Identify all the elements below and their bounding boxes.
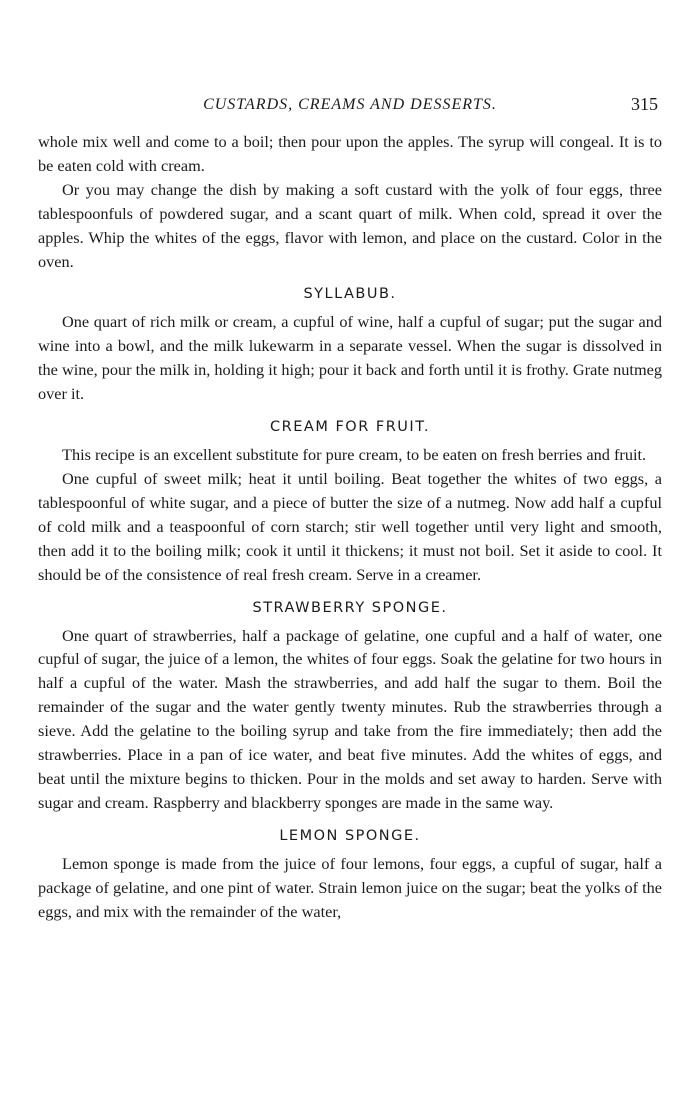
paragraph-cream-for-fruit-intro: This recipe is an excellent substitute for pure cream, to be eaten on fresh berries and fruit. — [62, 445, 647, 465]
section-title-lemon-sponge: LEMON SPONGE. — [279, 827, 421, 844]
paragraph-custard-variation: Or you may change the dish by making a soft custard with the yolk of four eggs, three tablespoonfuls of powdered sugar, and a scant quart of milk. When cold, spread it over the apples. Whip the whites of the eggs, flavor with lemon, and place on the custard. Color in the oven. — [38, 179, 662, 271]
paragraph-strawberry-sponge: One quart of strawberries, half a package of gelatine, one cupful and a half of water, one cupful of sugar, the juice of a lemon, the whites of four eggs. Soak the gelatine for two hours in half a cupful of the water. Mash the strawberries, and add half the sugar to them. Boil the remainder of the sugar and the water gently twenty minutes. Rub the strawberries through a sieve. Add the gelatine to the boiling syrup and take from the fire immediately; then add the strawberries. Place in a pan of ice water, and beat five minutes. Add the whites of eggs, and beat until the mixture begins to thicken. Pour in the molds and set away to harden. Serve with sugar and cream. Raspberry and blackberry sponges are made in the same way. — [38, 625, 662, 812]
section-title-syllabub: SYLLABUB. — [303, 286, 397, 303]
section-title-cream-for-fruit: CREAM FOR FRUIT. — [270, 419, 430, 436]
paragraph-cream-for-fruit-method: One cupful of sweet milk; heat it until boiling. Beat together the whites of two eggs, a tablespoonful of white sugar, and a piece of butter the size of a nutmeg. Now add half a cupful of cold milk and a teaspoonful of corn starch; stir well together until very light and smooth, then add it to the boiling milk; cook it until it thickens; it must not boil. Set it aside to cool. It should be of the consistence of real fresh cream. Serve in a creamer. — [38, 468, 662, 584]
paragraph-continuation: whole mix well and come to a boil; then pour upon the apples. The syrup will congeal. It is to be eaten cold with cream. — [38, 132, 662, 175]
section-title-strawberry-sponge: STRAWBERRY SPONGE. — [252, 599, 448, 616]
paragraph-syllabub: One quart of rich milk or cream, a cupful of wine, half a cupful of sugar; put the sugar and wine into a bowl, and the milk lukewarm in a separate vessel. When the sugar is dissolved in the wine, pour the milk in, holding it high; pour it back and forth until it is frothy. Grate nutmeg over it. — [38, 312, 662, 404]
book-page — [38, 96, 662, 923]
page-number: 315 — [631, 94, 658, 114]
running-header — [38, 96, 662, 122]
running-title: CUSTARDS, CREAMS AND DESSERTS. — [203, 96, 497, 113]
paragraph-lemon-sponge: Lemon sponge is made from the juice of four lemons, four eggs, a cupful of sugar, half a package of gelatine, and one pint of water. Strain lemon juice on the sugar; beat the yolks of the eggs, and mix with the remainder of the water, — [38, 853, 662, 921]
